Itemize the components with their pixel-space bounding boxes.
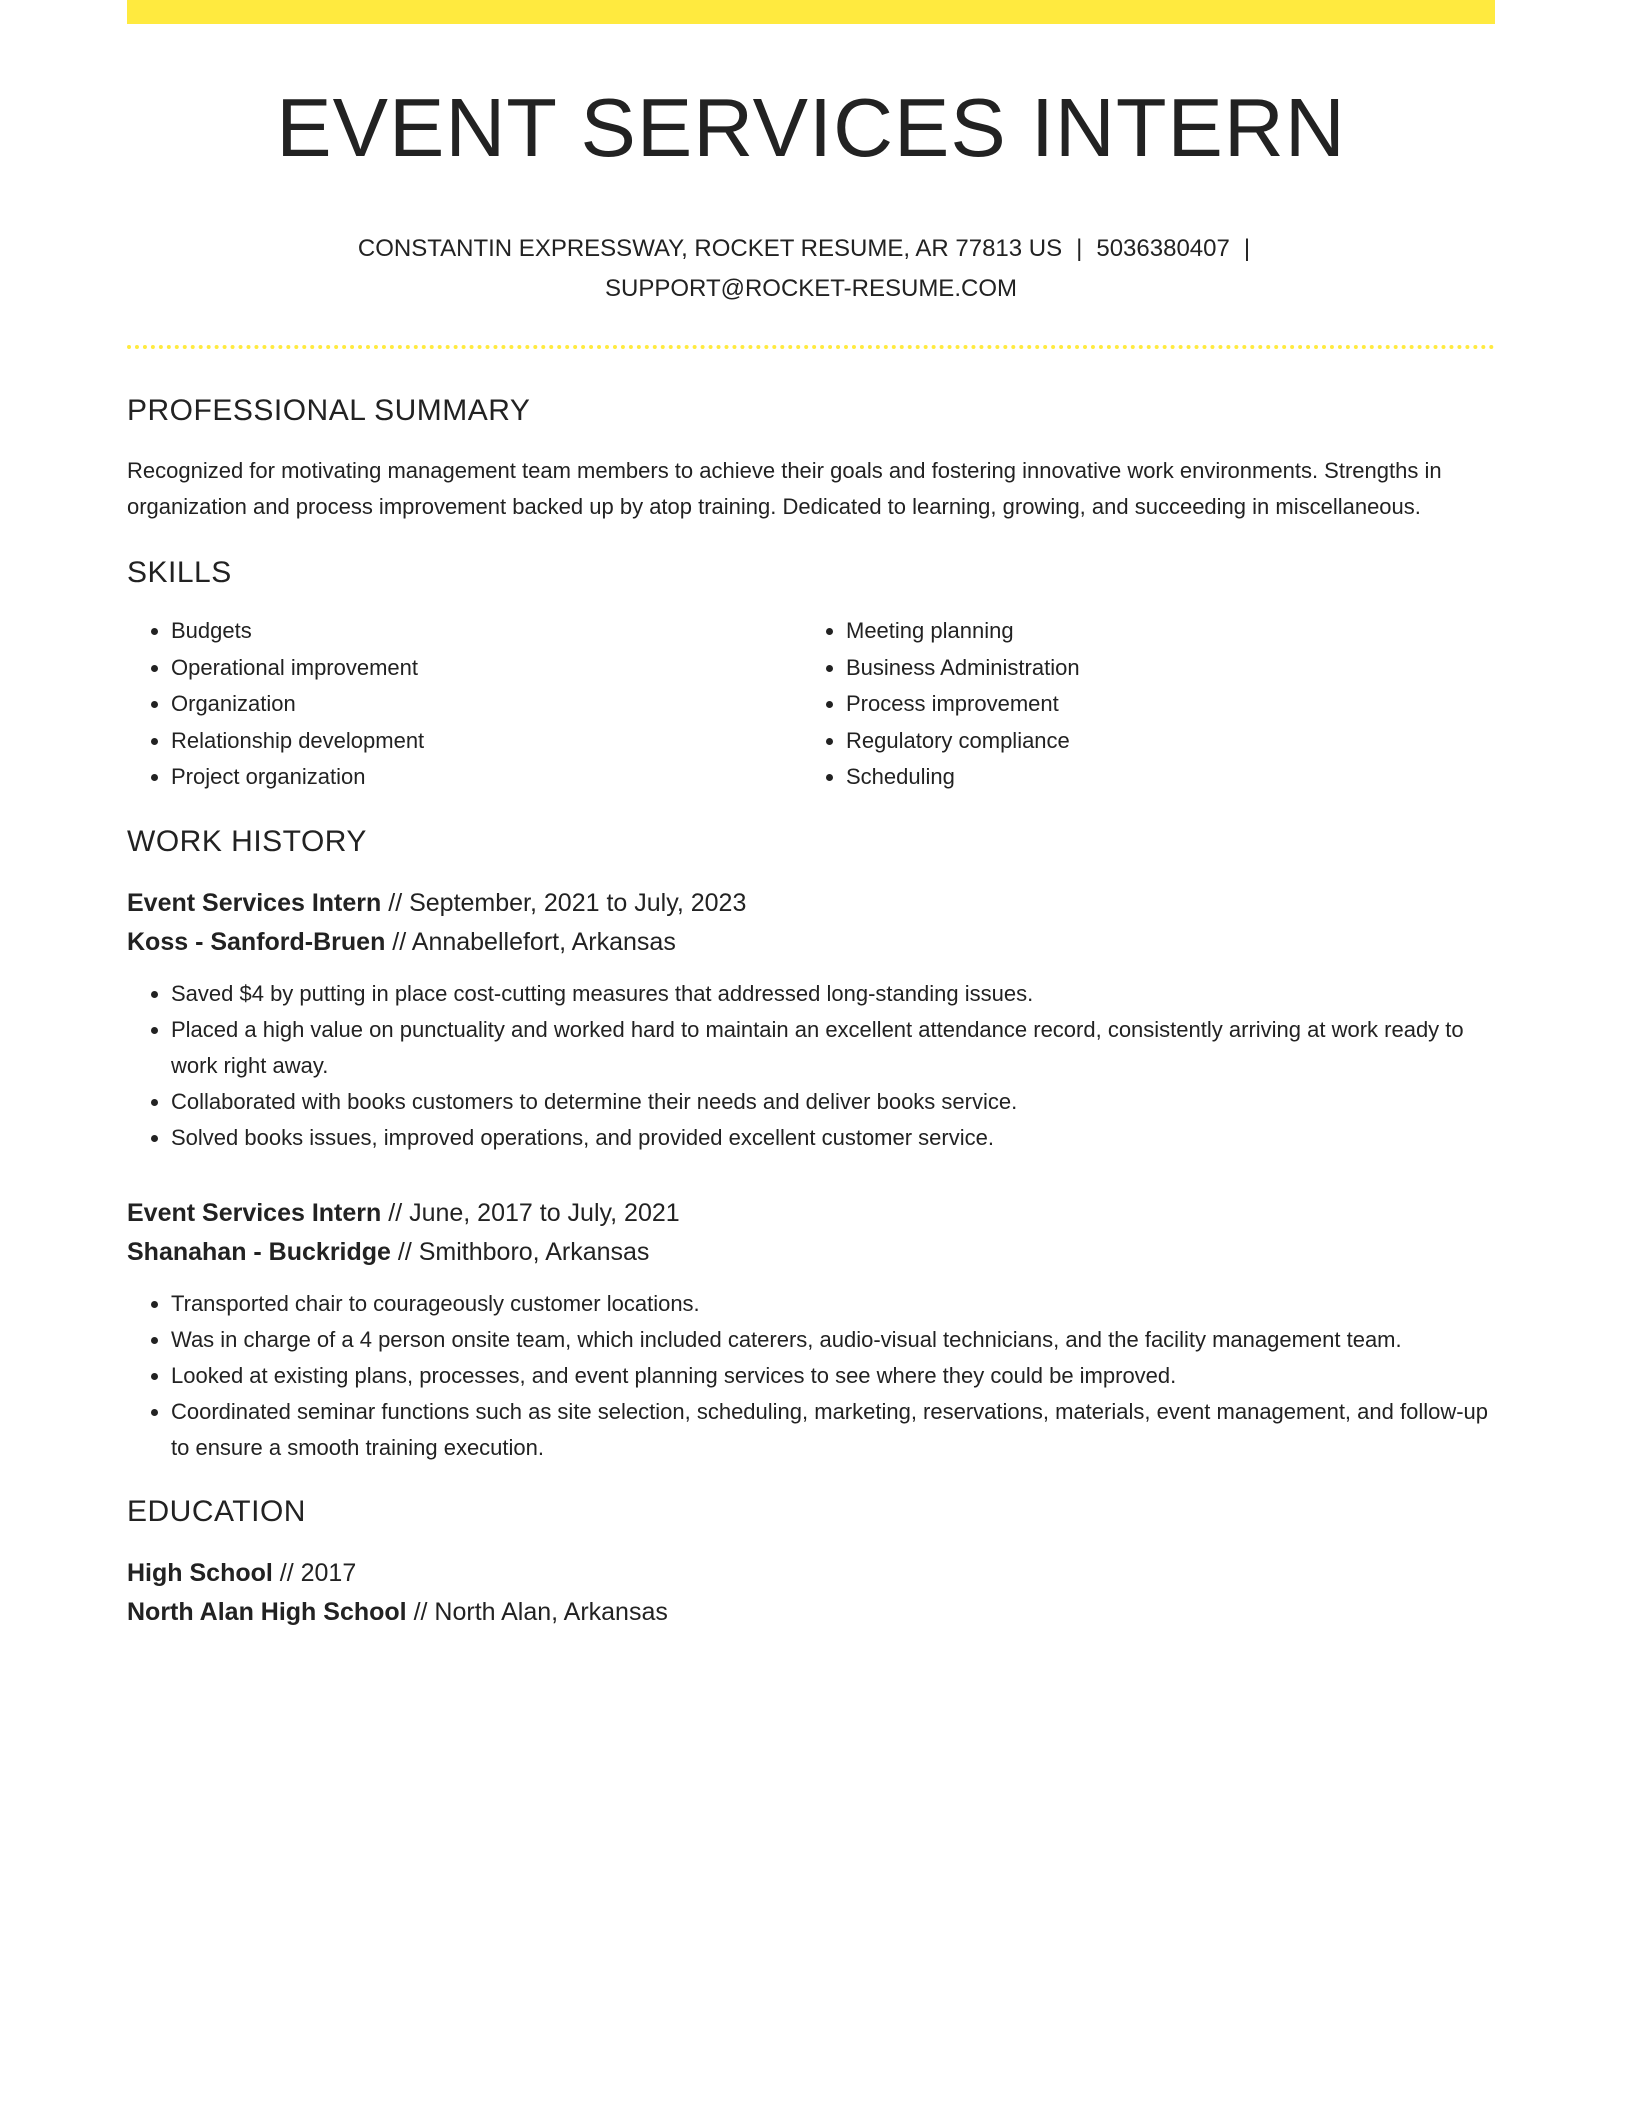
job-company-line (127, 1233, 1495, 1272)
job-title-line (127, 1194, 1495, 1233)
contact-separator: | (1076, 235, 1083, 263)
job-company: Shanahan - Buckridge (127, 1237, 391, 1266)
job-bullet: • Was in charge of a 4 person onsite team, which included caterers, audio-visual technicians, and the facility management team. (171, 1322, 1495, 1358)
skill-item: • Scheduling (846, 759, 1477, 796)
job-bullets (127, 976, 1495, 1156)
job-dates: // June, 2017 to July, 2021 (381, 1198, 680, 1227)
education-degree-line (127, 1554, 1495, 1593)
skill-item: • Process improvement (846, 686, 1477, 723)
skill-item: • Project organization (171, 759, 802, 796)
contact-email: SUPPORT@ROCKET-RESUME.COM (605, 275, 1017, 303)
resume-title: EVENT SERVICES INTERN (276, 81, 1346, 174)
skill-item: • Budgets (171, 613, 802, 650)
skill-item: • Regulatory compliance (846, 723, 1477, 760)
skill-item: • Organization (171, 686, 802, 723)
summary-heading: PROFESSIONAL SUMMARY (127, 394, 531, 428)
job-bullet: • Solved books issues, improved operations, and provided excellent customer service. (171, 1120, 1495, 1156)
skills-heading: SKILLS (127, 556, 232, 590)
contact-phone: 5036380407 (1096, 235, 1230, 263)
accent-bar (127, 0, 1495, 24)
skill-item: • Operational improvement (171, 650, 802, 687)
job-company: Koss - Sanford-Bruen (127, 927, 386, 956)
job-bullet: • Saved $4 by putting in place cost-cutting measures that addressed long-standing issues. (171, 976, 1495, 1012)
education-school: North Alan High School (127, 1597, 407, 1626)
education-school-line (127, 1593, 1495, 1632)
contact-info (311, 229, 1311, 309)
job-title-line (127, 884, 1495, 923)
job-company-line (127, 923, 1495, 962)
skills-column-left (127, 613, 802, 796)
job-bullets (127, 1286, 1495, 1466)
contact-separator: | (1243, 235, 1251, 263)
job-title: Event Services Intern (127, 1198, 382, 1227)
job-location: // Annabellefort, Arkansas (385, 927, 676, 956)
skill-item: • Relationship development (171, 723, 802, 760)
job-bullet: • Transported chair to courageously customer locations. (171, 1286, 1495, 1322)
summary-text: Recognized for motivating management team members to achieve their goals and fostering innovative work environments. Strengths in organization and process improvement backed up by atop training. Dedicated to learning, growing, and succeeding in miscellaneous. (127, 458, 1442, 520)
job-dates: // September, 2021 to July, 2023 (381, 888, 747, 917)
education-heading: EDUCATION (127, 1494, 306, 1528)
job-bullet: • Placed a high value on punctuality and worked hard to maintain an excellent attendance record, consistently arriving at work ready to work right away. (171, 1012, 1495, 1084)
job-entry (127, 1194, 1495, 1466)
job-title: Event Services Intern (127, 888, 382, 917)
job-bullet: • Coordinated seminar functions such as site selection, scheduling, marketing, reservations, materials, event management, and follow-up to ensure a smooth training execution. (171, 1394, 1495, 1466)
education-year: // 2017 (272, 1558, 357, 1587)
education-location: // North Alan, Arkansas (406, 1597, 668, 1626)
skills-list (127, 613, 1495, 796)
resume-page (127, 0, 1495, 1632)
education-entry (127, 1554, 1495, 1632)
skill-item: • Business Administration (846, 650, 1477, 687)
job-bullet: • Looked at existing plans, processes, and event planning services to see where they could be improved. (171, 1358, 1495, 1394)
education-degree: High School (127, 1558, 273, 1587)
job-location: // Smithboro, Arkansas (390, 1237, 650, 1266)
job-bullet: • Collaborated with books customers to determine their needs and deliver books service. (171, 1084, 1495, 1120)
work-history-heading: WORK HISTORY (127, 824, 367, 858)
skill-item: • Meeting planning (846, 613, 1477, 650)
contact-address: CONSTANTIN EXPRESSWAY, ROCKET RESUME, AR 77813 US (357, 235, 1063, 263)
dotted-divider (127, 345, 1495, 349)
job-entry (127, 884, 1495, 1156)
skills-column-right (802, 613, 1477, 796)
